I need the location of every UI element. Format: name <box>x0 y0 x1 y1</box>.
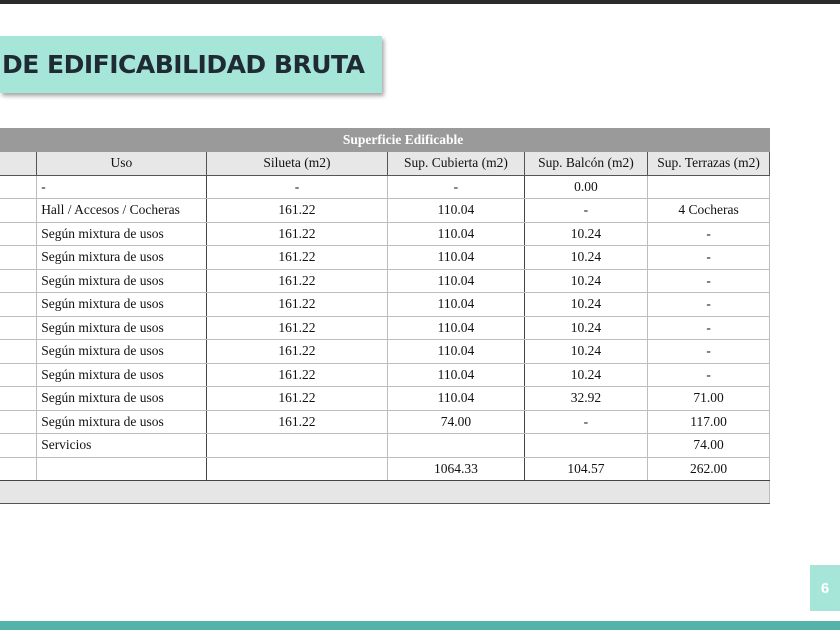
cell-balcon: 10.24 <box>524 363 648 387</box>
table-row <box>0 410 770 434</box>
cell-terrazas: - <box>648 246 770 270</box>
cell-uso: Según mixtura de usos <box>37 293 206 317</box>
cell-uso: Servicios <box>37 434 206 458</box>
cell-cubierta: 110.04 <box>388 387 524 411</box>
totals-row <box>0 457 770 481</box>
footer-band <box>0 481 770 504</box>
group-header-row <box>0 129 770 152</box>
cell-balcon: 10.24 <box>524 293 648 317</box>
table-row <box>0 387 770 411</box>
cell-cubierta: - <box>388 175 524 199</box>
cell-uso: Según mixtura de usos <box>37 246 206 270</box>
cell-uso: Según mixtura de usos <box>37 410 206 434</box>
cell-nivel <box>0 387 37 411</box>
table-row <box>0 175 770 199</box>
cell-balcon: 0.00 <box>524 175 648 199</box>
cell-cubierta: 110.04 <box>388 293 524 317</box>
cell-terrazas: 4 Cocheras <box>648 199 770 223</box>
cell-nivel <box>0 175 37 199</box>
cell-cubierta <box>388 434 524 458</box>
header-silueta: Silueta (m2) <box>206 152 388 176</box>
cell-uso: Hall / Accesos / Cocheras <box>37 199 206 223</box>
group-header-cell: Superficie Edificable <box>37 129 770 152</box>
cell-silueta: - <box>206 175 388 199</box>
table-row <box>0 293 770 317</box>
cell-silueta: 161.22 <box>206 246 388 270</box>
cell-nivel <box>0 363 37 387</box>
cell-balcon: - <box>524 410 648 434</box>
cell-balcon <box>524 434 648 458</box>
cell-uso: Según mixtura de usos <box>37 316 206 340</box>
table-row <box>0 222 770 246</box>
group-header-spacer <box>0 129 37 152</box>
header-uso: Uso <box>37 152 206 176</box>
cell-balcon: 10.24 <box>524 316 648 340</box>
cell-nivel <box>0 269 37 293</box>
cell-balcon: 10.24 <box>524 222 648 246</box>
cell-balcon: 10.24 <box>524 246 648 270</box>
cell-silueta: 161.22 <box>206 363 388 387</box>
cell-silueta: 161.22 <box>206 199 388 223</box>
cell-terrazas: - <box>648 269 770 293</box>
table-row <box>0 269 770 293</box>
table-row <box>0 434 770 458</box>
top-border <box>0 0 840 4</box>
table-row <box>0 340 770 364</box>
cell-uso: Según mixtura de usos <box>37 363 206 387</box>
cell-silueta: 161.22 <box>206 222 388 246</box>
header-cubierta: Sup. Cubierta (m2) <box>388 152 524 176</box>
slide-title: DE EDIFICABILIDAD BRUTA <box>2 50 365 79</box>
cell-cubierta: 74.00 <box>388 410 524 434</box>
cell-terrazas: - <box>648 293 770 317</box>
total-balcon: 104.57 <box>524 457 648 481</box>
cell-cubierta: 110.04 <box>388 363 524 387</box>
slide-title-banner <box>0 36 382 93</box>
header-terrazas: Sup. Terrazas (m2) <box>648 152 770 176</box>
cell-balcon: 32.92 <box>524 387 648 411</box>
cell-uso: Según mixtura de usos <box>37 269 206 293</box>
cell-nivel <box>0 222 37 246</box>
total-cubierta: 1064.33 <box>388 457 524 481</box>
cell-uso: Según mixtura de usos <box>37 387 206 411</box>
cell-nivel <box>0 293 37 317</box>
cell-terrazas: 71.00 <box>648 387 770 411</box>
cell-cubierta: 110.04 <box>388 246 524 270</box>
page-number: 6 <box>810 565 840 611</box>
cell-terrazas: - <box>648 222 770 246</box>
cell-silueta: 161.22 <box>206 316 388 340</box>
cell-nivel <box>0 246 37 270</box>
header-nivel <box>0 152 37 176</box>
cell-balcon: 10.24 <box>524 340 648 364</box>
total-silueta <box>206 457 388 481</box>
cell-silueta: 161.22 <box>206 387 388 411</box>
cell-balcon: - <box>524 199 648 223</box>
cell-cubierta: 110.04 <box>388 222 524 246</box>
cell-silueta: 161.22 <box>206 410 388 434</box>
cell-terrazas: 74.00 <box>648 434 770 458</box>
edificable-table <box>0 128 770 504</box>
table-container <box>0 128 840 510</box>
cell-terrazas <box>648 175 770 199</box>
cell-silueta: 161.22 <box>206 340 388 364</box>
cell-nivel <box>0 199 37 223</box>
cell-cubierta: 110.04 <box>388 316 524 340</box>
cell-nivel <box>0 434 37 458</box>
cell-nivel <box>0 316 37 340</box>
cell-terrazas: - <box>648 363 770 387</box>
cell-terrazas: 117.00 <box>648 410 770 434</box>
cell-nivel <box>0 410 37 434</box>
footer-band-row <box>0 481 770 504</box>
cell-cubierta: 110.04 <box>388 199 524 223</box>
cell-silueta <box>206 434 388 458</box>
cell-uso: Según mixtura de usos <box>37 222 206 246</box>
bottom-accent-bar <box>0 621 840 630</box>
header-row <box>0 152 770 176</box>
cell-silueta: 161.22 <box>206 293 388 317</box>
cell-uso: - <box>37 175 206 199</box>
cell-terrazas: - <box>648 316 770 340</box>
table-row <box>0 246 770 270</box>
cell-silueta: 161.22 <box>206 269 388 293</box>
cell-balcon: 10.24 <box>524 269 648 293</box>
total-uso <box>37 457 206 481</box>
cell-cubierta: 110.04 <box>388 340 524 364</box>
total-nivel <box>0 457 37 481</box>
cell-uso: Según mixtura de usos <box>37 340 206 364</box>
table-row <box>0 316 770 340</box>
total-terrazas: 262.00 <box>648 457 770 481</box>
header-balcon: Sup. Balcón (m2) <box>524 152 648 176</box>
table-row <box>0 363 770 387</box>
table-row <box>0 199 770 223</box>
cell-terrazas: - <box>648 340 770 364</box>
cell-cubierta: 110.04 <box>388 269 524 293</box>
cell-nivel <box>0 340 37 364</box>
